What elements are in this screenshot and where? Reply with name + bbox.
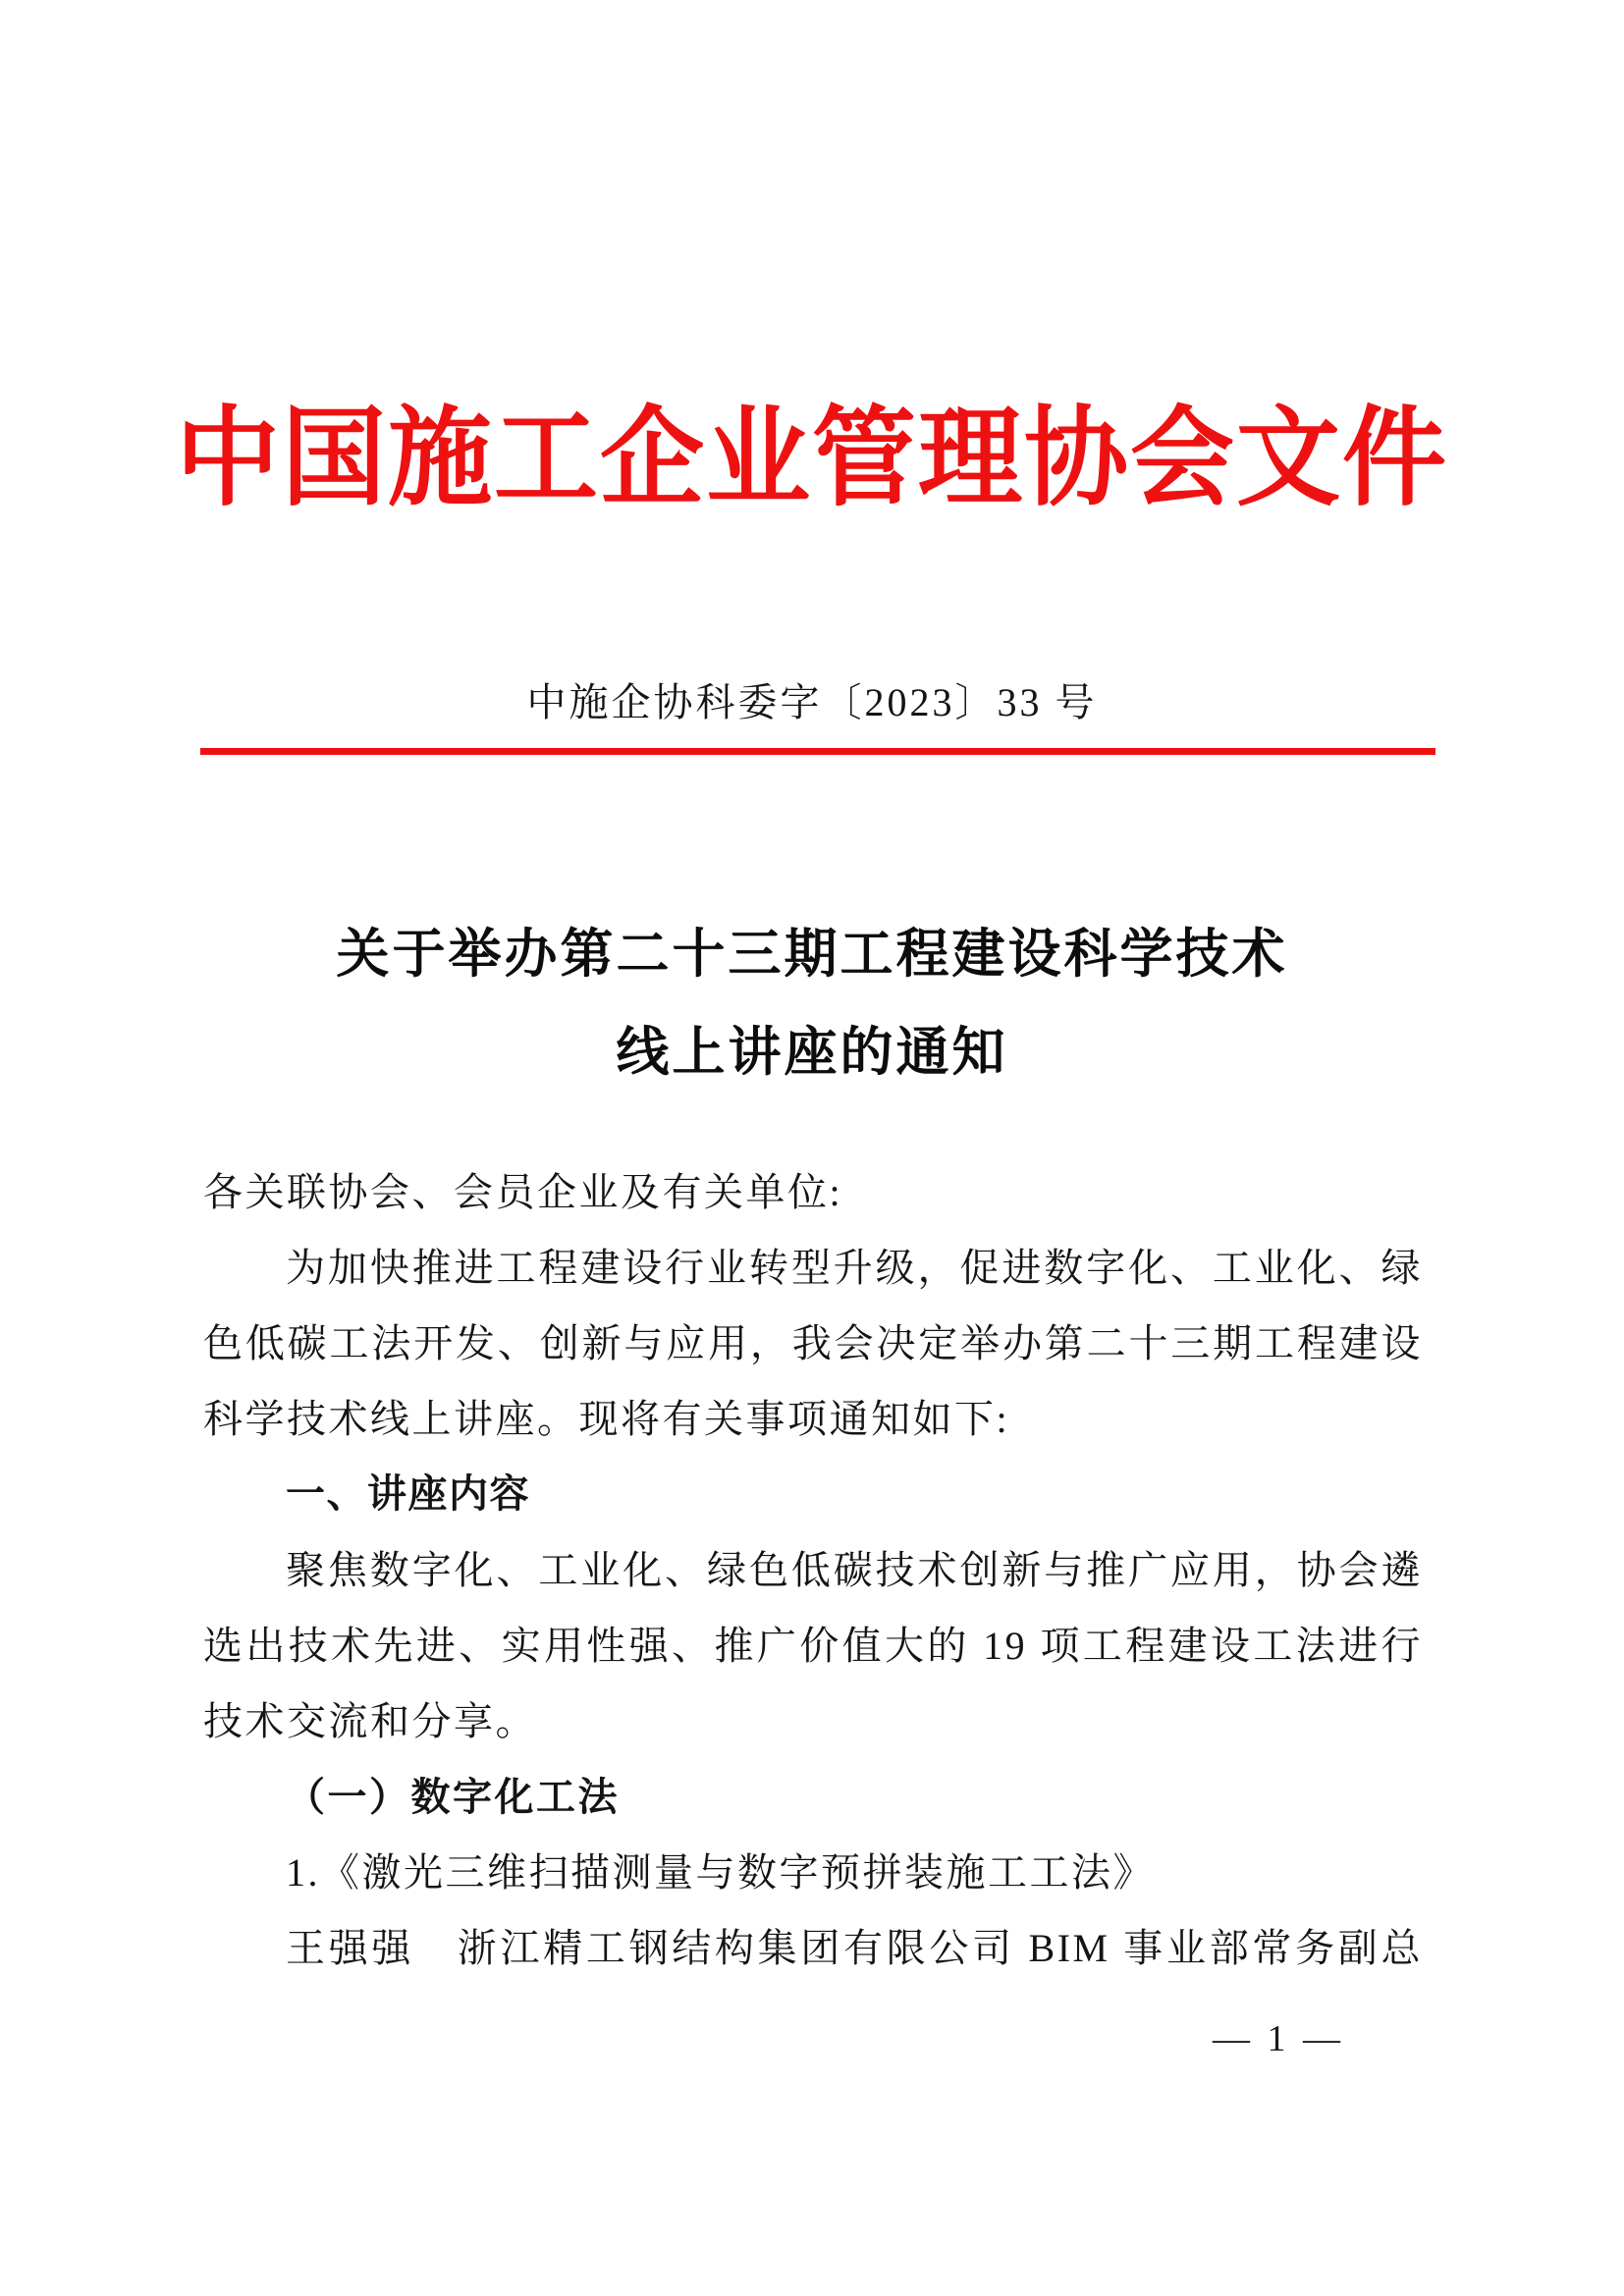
subsection-1-heading: （一）数字化工法 — [286, 1775, 620, 1819]
method-1-title: 1.《激光三维扫描测量与数字预拼装施工工法》 — [286, 1850, 1155, 1895]
org-header-title: 中国施工企业管理协会文件 — [176, 399, 1448, 519]
intro-paragraph: 为加快推进工程建设行业转型升级，促进数字化、工业化、绿色低碳工法开发、创新与应用，我会决定举办第二十三期工程建设科学技术线上讲座。现将有关事项通知如下: — [203, 1246, 1423, 1441]
salutation-line: 各关联协会、会员企业及有关单位: — [203, 1170, 843, 1214]
method-1-speaker-line: 王强强 浙江精工钢结构集团有限公司 BIM 事业部常务副总 — [286, 1926, 1423, 1970]
section-1-heading: 一、讲座内容 — [286, 1472, 530, 1516]
doc-reference-number: 中施企协科委字〔2023〕33 号 — [526, 680, 1098, 724]
document-title-line1: 关于举办第二十三期工程建设科学技术 — [336, 925, 1288, 984]
page-number: — 1 — — [1213, 2018, 1344, 2059]
document-title-line2: 线上讲座的通知 — [616, 1023, 1008, 1082]
red-divider-rule — [200, 748, 1435, 755]
section-1-paragraph: 聚焦数字化、工业化、绿色低碳技术创新与推广应用，协会遴选出技术先进、实用性强、推广价值大的 19 项工程建设工法进行技术交流和分享。 — [203, 1548, 1423, 1743]
document-title — [0, 905, 1624, 1101]
document-body — [203, 1154, 1423, 1986]
